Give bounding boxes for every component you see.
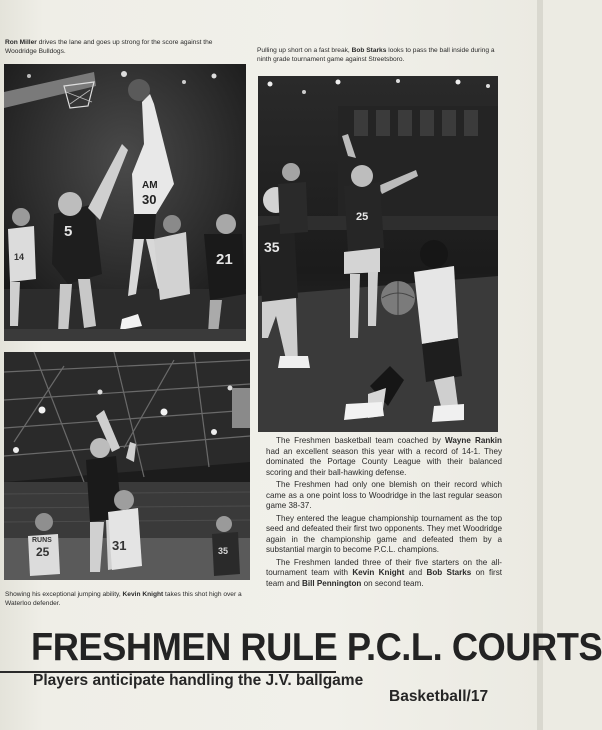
jersey-number: 35 xyxy=(264,239,280,255)
caption-text: Pulling up short on a fast break, xyxy=(257,47,352,54)
page-headline: FRESHMEN RULE P.C.L. COURTS xyxy=(31,626,602,669)
caption-name: Ron Miller xyxy=(5,39,37,46)
article-paragraph: The Freshmen had only one blemish on their record which came as a one point loss to Woodridge in the last regular season game 38-37. xyxy=(266,480,502,510)
page-binding-edge xyxy=(537,0,543,730)
page-subheadline: Players anticipate handling the J.V. ballgame xyxy=(33,672,364,689)
jersey-number: 21 xyxy=(216,251,233,268)
jersey-number: 35 xyxy=(218,546,229,556)
caption-text: drives the lane and goes up strong for the score against the Woodridge Bulldogs. xyxy=(5,39,213,55)
caption-name: Bob Starks xyxy=(351,47,387,54)
caption-text: Showing his exceptional jumping ability, xyxy=(5,591,123,598)
caption-top-left xyxy=(5,38,243,56)
jersey-number: 25 xyxy=(356,211,369,223)
page-folio: Basketball/17 xyxy=(389,688,489,705)
caption-name: Kevin Knight xyxy=(122,591,164,598)
caption-text: takes this shot high over a Waterloo defender. xyxy=(5,591,242,607)
jersey-number: 14 xyxy=(14,252,25,262)
jersey-number: 25 xyxy=(36,545,50,559)
article-body xyxy=(266,436,502,591)
photo-kevin-knight-jump-shot xyxy=(4,352,250,580)
caption-top-right xyxy=(257,46,497,64)
jersey-number: 5 xyxy=(64,223,73,240)
jersey-number: 30 xyxy=(142,192,157,207)
jersey-number: 31 xyxy=(112,538,127,553)
caption-bottom-left xyxy=(5,590,250,608)
article-paragraph: The Freshmen basketball team coached by Wayne Rankin had an excellent season this year with a record of 14-1. They dominated the Portage County League with their balanced scoring and their ball-hawking defense. xyxy=(266,436,502,477)
article-paragraph: They entered the league championship tournament as the top seed and defeated their first two opponents. They met Woodridge again in the championship game and defeated them by a substantial margin to become P.C.L. champions. xyxy=(266,513,502,554)
article-paragraph: The Freshmen landed three of their five starters on the all-tournament team with Kevin Knight and Bob Starks on first team and Bill Pennington on second team. xyxy=(266,557,502,588)
jersey-text: RUNS xyxy=(32,537,52,544)
player-name: Bob Starks xyxy=(426,568,472,577)
coach-name: Wayne Rankin xyxy=(445,436,502,445)
player-name: Bill Pennington xyxy=(302,578,362,588)
photo-bob-starks-pass xyxy=(258,76,498,432)
player-name: Kevin Knight xyxy=(352,568,405,577)
photo-ron-miller-layup xyxy=(4,64,246,341)
jersey-text: AM xyxy=(142,180,158,191)
caption-text: looks to pass the ball inside during a ninth grade tournament game against Streetsboro. xyxy=(257,47,495,63)
